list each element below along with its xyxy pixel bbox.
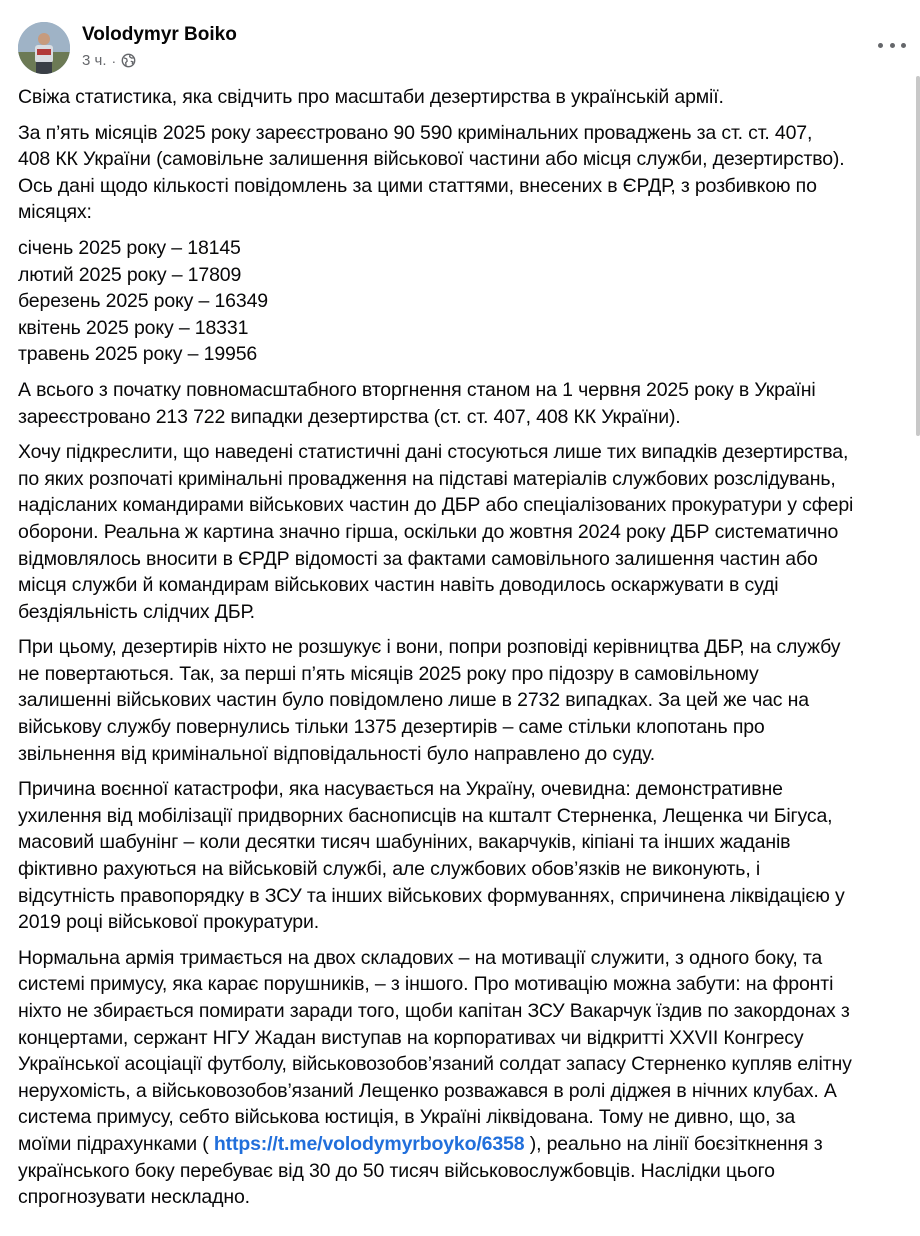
- more-options-icon[interactable]: [878, 34, 906, 56]
- monthly-stat-item: квітень 2025 року – 18331: [18, 316, 249, 339]
- author-name[interactable]: Volodymyr Boiko: [82, 24, 237, 45]
- monthly-stats-list: [18, 235, 916, 368]
- post-time[interactable]: 3 ч.: [82, 52, 107, 69]
- paragraph-intro: Свіжа статистика, яка свідчить про масштаби дезертирства в українській армії.: [18, 86, 724, 108]
- paragraph-criminal-cases: За п’ять місяців 2025 року зареєстровано 90 590 кримінальних проваджень за ст. ст. 407, 408 КК України (самовільне залишення військової частини або місця служби, дезертирство). Ось дані щодо кількості повідомлень за цими статтями, внесених в ЄРДР, з розбивкою по місяцях:: [18, 121, 845, 224]
- more-dot: [890, 43, 895, 48]
- scrollbar[interactable]: [916, 76, 920, 436]
- more-dot: [878, 43, 883, 48]
- avatar-photo: [18, 22, 70, 74]
- paragraph-catastrophe-cause: Причина воєнної катастрофи, яка насувається на Україну, очевидна: демонстративне ухилення від мобілізації придворних баснописців на кшталт Стерненка, Лещенка чи Бігуса, масовий шабунінг – коли десятки тисяч шабуніних, вакарчуків, кіпіані та інших жаданів фіктивно рахуються на військовій службі, але службових обов’язків не виконують, і відсутність правопорядку в ЗСУ та інших військових формуваннях, спричинена ліквідацією у 2019 році військової прокуратури.: [18, 778, 845, 934]
- post-text: [18, 84, 916, 1220]
- telegram-link[interactable]: https://t.me/volodymyrboyko/6358: [213, 1132, 525, 1155]
- monthly-stat-item: березень 2025 року – 16349: [18, 290, 268, 313]
- monthly-stat-item: лютий 2025 року – 17809: [18, 263, 242, 286]
- paragraph-deserters-search: При цьому, дезертирів ніхто не розшукує і вони, попри розповіді керівництва ДБР, на службу не повертаються. Так, за перші п’ять місяців 2025 року про підозру в самовільному залишенні військових частин було повідомлено лише в 2732 випадках. За цей же час на військову службу повернулись тільки 1375 дезертирів – саме стільки клопотань про звільнення від кримінальної відповідальності було направлено до суду.: [18, 636, 841, 765]
- more-dot: [901, 43, 906, 48]
- post-meta: [82, 52, 136, 69]
- paragraph-emphasis: Хочу підкреслити, що наведені статистичні дані стосуються лише тих випадків дезертирства, по яких розпочаті кримінальні провадження на підставі матеріалів службових розслідувань, надісланих командирами військових частин до ДБР або спеціалізованих прокуратури у сфері оборони. Реальна ж картина значно гірша, оскільки до жовтня 2024 року ДБР систематично відмовлялось вносити в ЄРДР відомості за фактами самовільного залишення частин або місця служби й командирам військових частин навіть доводилось оскаржувати в суді бездіяльність слідчих ДБР.: [18, 441, 854, 623]
- monthly-stat-item: січень 2025 року – 18145: [18, 236, 241, 259]
- globe-icon[interactable]: [121, 53, 136, 68]
- meta-separator: ·: [111, 52, 117, 69]
- post-header: [18, 20, 906, 76]
- paragraph-army-text: Нормальна армія тримається на двох складових – на мотивації служити, з одного боку, та системі примусу, яка карає порушників, – з іншого. Про мотивацію можна забути: на фронті ніхто не збирається помирати заради того, щоби капітан ЗСУ Вакарчук їздив по закордонах з концертами, сержант НГУ Жадан виступав на корпоративах чи відкритті XXVII Конгресу Української асоціації футболу, військовозобов’язаний солдат запасу Стерненко купляв елітну нерухомість, а військовозобов’язаний Лещенко розважався в ролі діджея в нічних клубах. А система примусу, себто військова юстиція, в Україні ліквідована. Тому не дивно, що, за моїми підрахунками (: [18, 946, 852, 1155]
- paragraph-army: [18, 945, 916, 1211]
- avatar[interactable]: [18, 22, 70, 74]
- paragraph-total: А всього з початку повномасштабного вторгнення станом на 1 червня 2025 року в Україні зареєстровано 213 722 випадки дезертирства (ст. ст. 407, 408 КК України).: [18, 378, 816, 428]
- monthly-stat-item: травень 2025 року – 19956: [18, 343, 258, 366]
- paragraph-army-text-end: ), реально на лінії боєзіткнення з українського боку перебуває від 30 до 50 тисяч військовослужбовців. Наслідки цього спрогнозувати нескладно.: [18, 1132, 823, 1209]
